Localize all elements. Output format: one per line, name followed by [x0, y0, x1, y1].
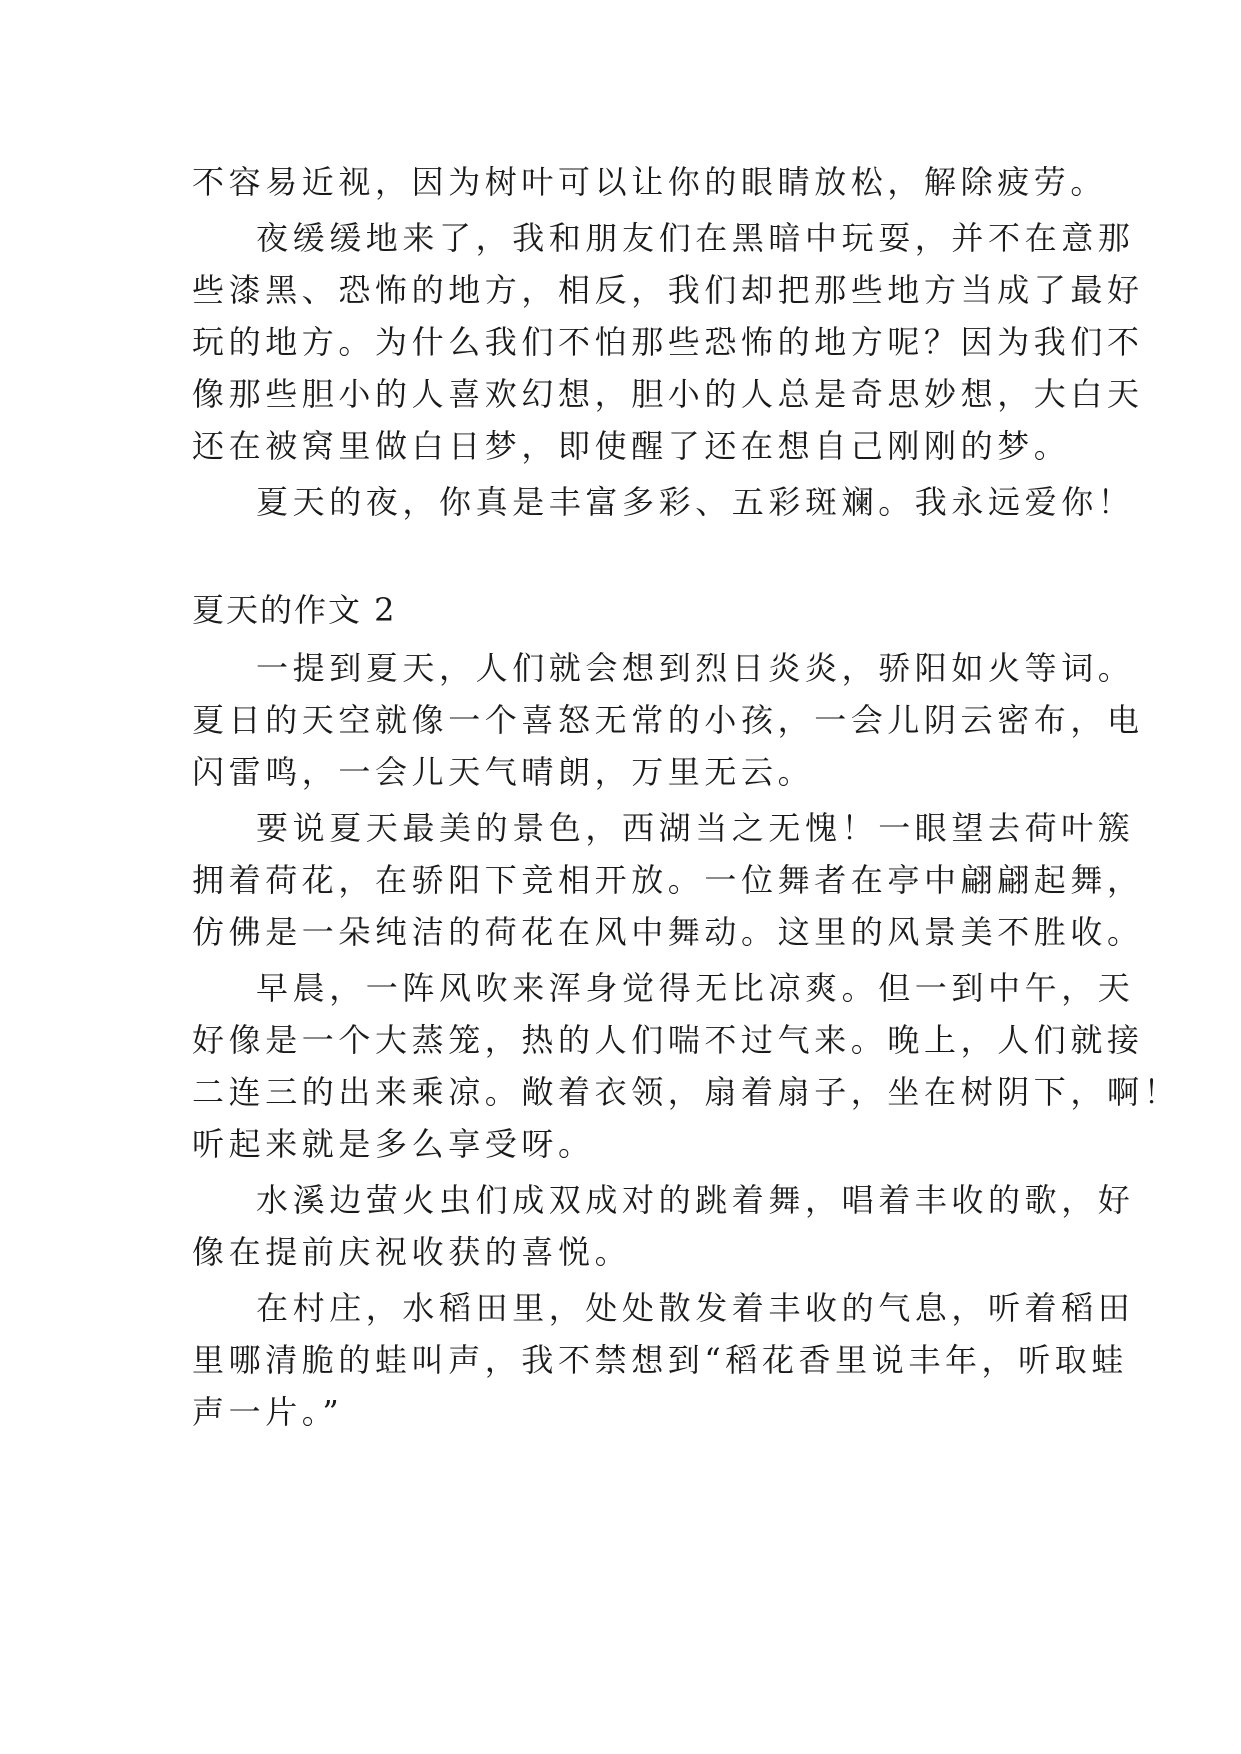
paragraph-line: 听起来就是多么享受呀。 — [192, 1125, 595, 1163]
paragraph-line: 在村庄，水稻田里，处处散发着丰收的气息，听着稻田 — [256, 1289, 1135, 1327]
paragraph-line: 夏日的天空就像一个喜怒无常的小孩，一会儿阴云密布，电 — [192, 701, 1144, 739]
paragraph-line: 夏天的夜，你真是丰富多彩、五彩斑斓。我永远爱你！ — [256, 483, 1135, 521]
section-title: 夏天的作文 2 — [192, 591, 397, 629]
paragraph-line: 要说夏天最美的景色，西湖当之无愧！一眼望去荷叶簇 — [256, 809, 1135, 847]
paragraph-line: 闪雷鸣，一会儿天气晴朗，万里无云。 — [192, 753, 815, 791]
paragraph-line: 早晨，一阵风吹来浑身觉得无比凉爽。但一到中午，天 — [256, 969, 1135, 1007]
paragraph-line: 夜缓缓地来了，我和朋友们在黑暗中玩耍，并不在意那 — [256, 219, 1135, 257]
paragraph-line: 像那些胆小的人喜欢幻想，胆小的人总是奇思妙想，大白天 — [192, 375, 1144, 413]
paragraph-line: 好像是一个大蒸笼，热的人们喘不过气来。晚上，人们就接 — [192, 1021, 1144, 1059]
paragraph-line: 仿佛是一朵纯洁的荷花在风中舞动。这里的风景美不胜收。 — [192, 913, 1144, 951]
paragraph-line: 些漆黑、恐怖的地方，相反，我们却把那些地方当成了最好 — [192, 271, 1144, 309]
paragraph-line: 一提到夏天，人们就会想到烈日炎炎，骄阳如火等词。 — [256, 649, 1135, 687]
paragraph-line: 二连三的出来乘凉。敞着衣领，扇着扇子，坐在树阴下，啊！ — [192, 1073, 1181, 1111]
paragraph-line: 还在被窝里做白日梦，即使醒了还在想自己刚刚的梦。 — [192, 427, 1071, 465]
paragraph-line: 拥着荷花，在骄阳下竞相开放。一位舞者在亭中翩翩起舞， — [192, 861, 1144, 899]
paragraph-line: 声一片。” — [192, 1393, 344, 1431]
paragraph-line: 里哪清脆的蛙叫声，我不禁想到“稻花香里说丰年，听取蛙 — [192, 1341, 1128, 1379]
paragraph-line: 玩的地方。为什么我们不怕那些恐怖的地方呢？因为我们不 — [192, 323, 1144, 361]
paragraph-line: 像在提前庆祝收获的喜悦。 — [192, 1233, 632, 1271]
paragraph-line: 水溪边萤火虫们成双成对的跳着舞，唱着丰收的歌，好 — [256, 1181, 1135, 1219]
paragraph-line: 不容易近视，因为树叶可以让你的眼睛放松，解除疲劳。 — [192, 163, 1108, 201]
